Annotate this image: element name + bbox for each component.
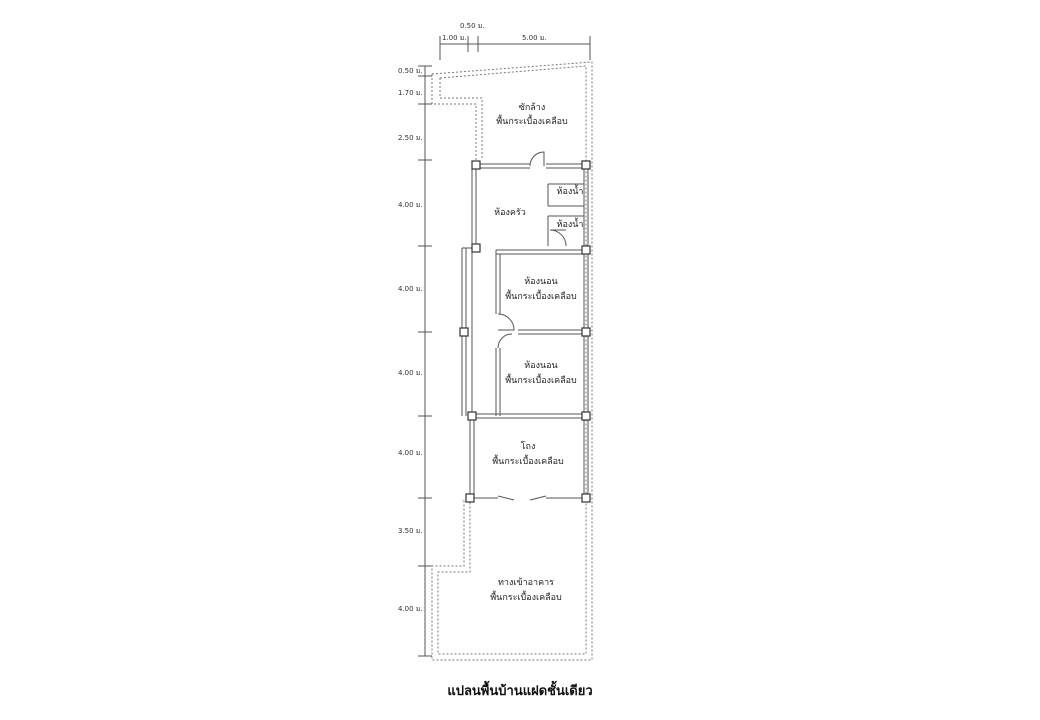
dim-side-3: 4.00 ม. (398, 201, 423, 209)
room-bedroom-1-name: ห้องนอน (524, 277, 558, 287)
room-labels (490, 102, 583, 603)
room-bath-2-name: ห้องน้ำ (556, 220, 584, 230)
dim-side-7: 3.50 ม. (398, 527, 423, 535)
room-hall-name: โถง (520, 442, 536, 452)
side-dimensions (398, 66, 432, 656)
room-entrance-name: ทางเข้าอาคาร (497, 578, 555, 588)
room-laundry-name: ซักล้าง (518, 103, 546, 113)
dim-top-five: 5.00 ม. (522, 34, 547, 42)
dim-side-8: 4.00 ม. (398, 605, 423, 613)
room-entrance-floor: พื้นกระเบื้องเคลือบ (490, 593, 562, 603)
dim-side-2: 2.50 ม. (398, 134, 423, 142)
dim-side-4: 4.00 ม. (398, 285, 423, 293)
room-bedroom-2-name: ห้องนอน (524, 361, 558, 371)
room-bedroom-1-floor: พื้นกระเบื้องเคลือบ (505, 292, 577, 302)
room-bath-1-name: ห้องน้ำ (556, 187, 584, 197)
dim-side-1: 1.70 ม. (398, 89, 423, 97)
dim-top-one: 1.00 ม. (442, 34, 467, 42)
room-laundry-floor: พื้นกระเบื้องเคลือบ (496, 117, 568, 127)
dim-side-0: 0.50 ม. (398, 67, 423, 75)
room-bedroom-2-floor: พื้นกระเบื้องเคลือบ (505, 376, 577, 386)
door-bath-2 (550, 230, 566, 246)
room-kitchen-name: ห้องครัว (494, 208, 526, 218)
door-bedroom-2 (498, 334, 512, 348)
top-dimensions (440, 22, 590, 60)
outer-boundary (432, 62, 592, 660)
room-hall-floor: พื้นกระเบื้องเคลือบ (492, 457, 564, 467)
dim-side-5: 4.00 ม. (398, 369, 423, 377)
door-bedroom-1 (498, 314, 514, 330)
dim-top-half: 0.50 ม. (460, 22, 485, 30)
door-kitchen (530, 152, 544, 166)
dim-side-6: 4.00 ม. (398, 449, 423, 457)
plan-caption: แปลนพื้นบ้านแฝดชั้นเดียว (447, 684, 593, 699)
